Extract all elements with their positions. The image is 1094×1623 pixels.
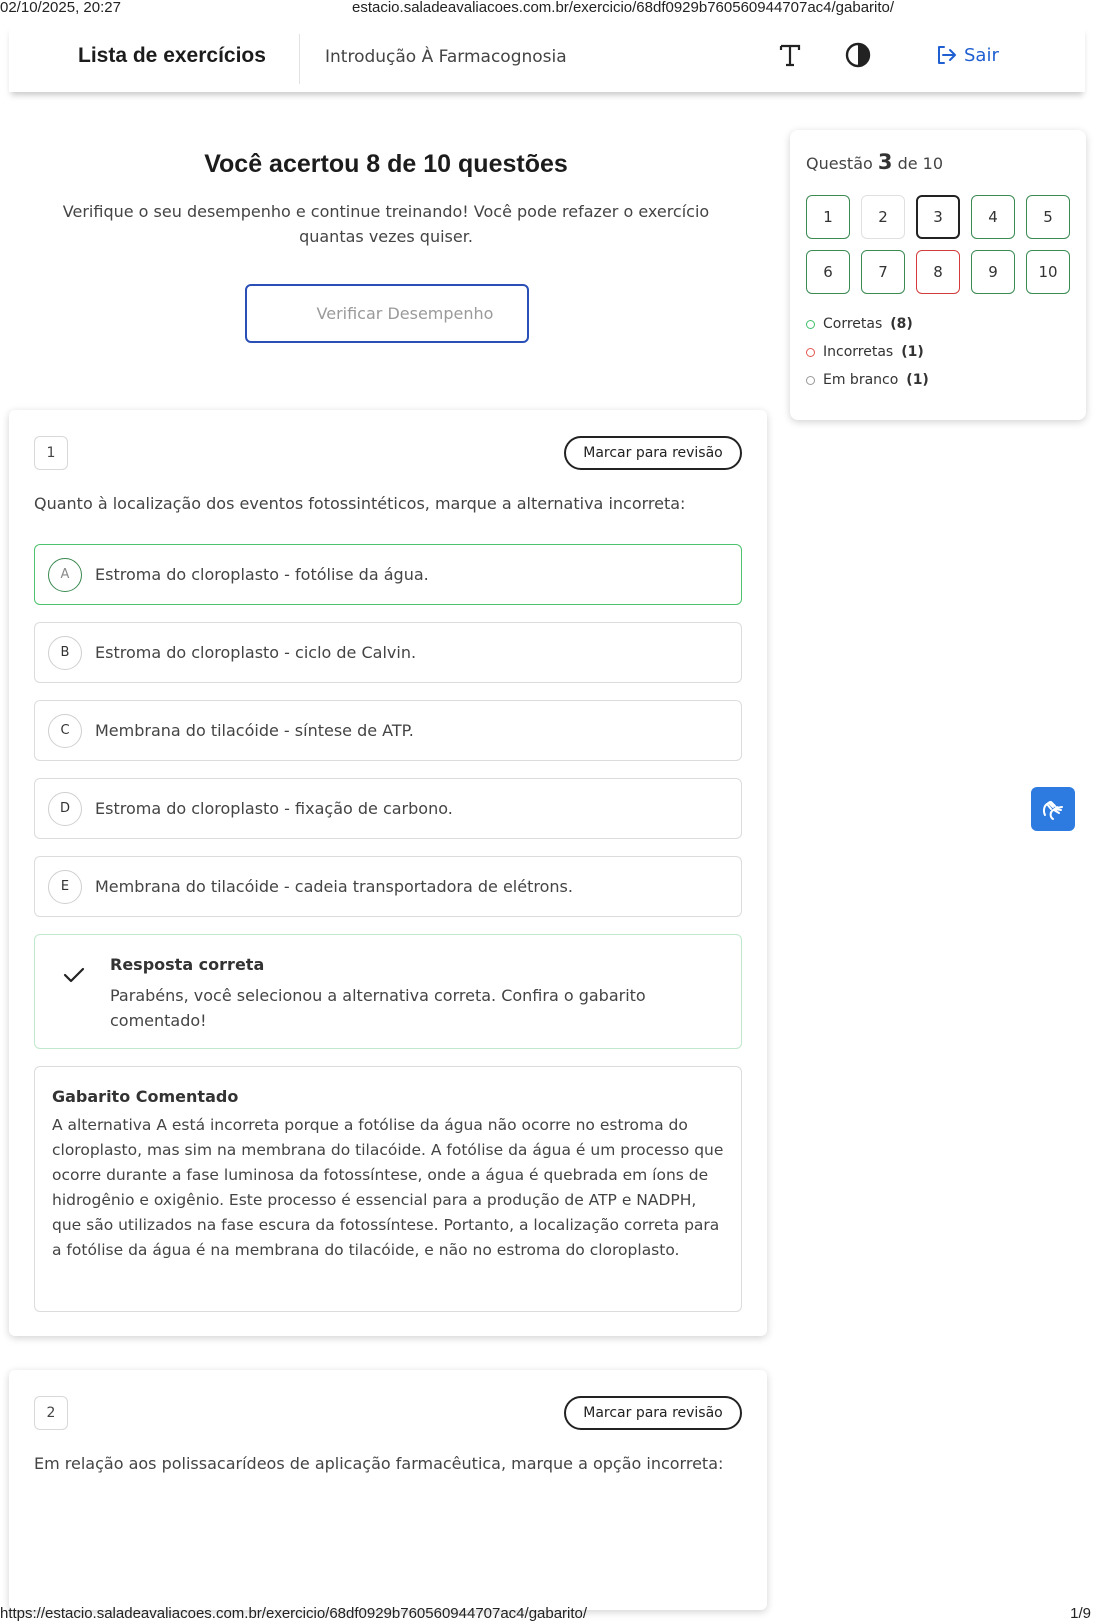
status-dot-icon — [806, 376, 815, 385]
question-nav-2[interactable]: 2 — [861, 195, 905, 239]
legend-count: (1) — [901, 344, 924, 360]
mark-for-review-button[interactable]: Marcar para revisão — [564, 1396, 742, 1430]
option-letter: B — [48, 636, 82, 670]
verify-performance-button[interactable]: Verificar Desempenho — [245, 284, 529, 343]
contrast-icon[interactable] — [843, 40, 873, 70]
question-grid — [806, 195, 1070, 294]
current-question-number: 3 — [877, 150, 893, 174]
legend-item — [806, 366, 929, 394]
app-title: Lista de exercícios — [78, 44, 266, 67]
print-page-counter: 1/9 — [1070, 1605, 1091, 1622]
option-letter: A — [48, 558, 82, 592]
score-heading: Você acertou 8 de 10 questões — [204, 150, 568, 178]
score-subtitle: Verifique o seu desempenho e continue treinando! Você pode refazer o exercício quantas vezes quiser. — [62, 202, 710, 246]
option-e[interactable] — [34, 856, 742, 917]
question-nav-1[interactable]: 1 — [806, 195, 850, 239]
question-nav-5[interactable]: 5 — [1026, 195, 1070, 239]
question-nav-9[interactable]: 9 — [971, 250, 1015, 294]
option-text: Estroma do cloroplasto - fixação de carbono. — [95, 799, 453, 818]
commentary-body: A alternativa A está incorreta porque a fotólise da água não ocorre no estroma do cloroplasto, mas sim na membrana do tilacóide. A fotólise da água é um processo que ocorre durante a fase luminosa da fotossíntese, onde a água é quebrada em íons de hidrogênio e oxigênio. Este processo é essencial para a produção de ATP e NADPH, que são utilizados na fase escura da fotossíntese. Portanto, a localização correta para a fotólise da água é na membrana do tilacóide, e não no estroma do cloroplasto. — [52, 1116, 724, 1259]
question-card — [9, 1370, 767, 1610]
option-text: Estroma do cloroplasto - ciclo de Calvin. — [95, 643, 417, 662]
checkmark-icon — [62, 963, 86, 987]
top-navigation-bar — [9, 26, 1085, 92]
question-status-legend — [806, 310, 929, 394]
answer-commentary — [34, 1066, 742, 1312]
text-size-icon[interactable] — [775, 40, 805, 70]
result-summary — [30, 150, 742, 249]
question-text: Em relação aos polissacarídeos de aplicação farmacêutica, marque a opção incorreta: — [34, 1454, 724, 1473]
legend-label: Incorretas — [823, 344, 894, 360]
feedback-body: Parabéns, você selecionou a alternativa correta. Confira o gabarito comentado! — [110, 986, 646, 1030]
question-text: Quanto à localização dos eventos fotossintéticos, marque a alternativa incorreta: — [34, 494, 686, 513]
print-header — [0, 0, 1094, 16]
option-text: Membrana do tilacóide - síntese de ATP. — [95, 721, 414, 740]
option-a[interactable] — [34, 544, 742, 605]
question-nav-3[interactable]: 3 — [916, 195, 960, 239]
legend-label: Corretas — [823, 316, 883, 332]
legend-count: (8) — [890, 316, 913, 332]
question-number-badge: 2 — [34, 1396, 68, 1430]
print-footer — [0, 1603, 1094, 1623]
option-letter: C — [48, 714, 82, 748]
option-b[interactable] — [34, 622, 742, 683]
question-nav-4[interactable]: 4 — [971, 195, 1015, 239]
question-nav-8[interactable]: 8 — [916, 250, 960, 294]
status-dot-icon — [806, 348, 815, 357]
legend-item — [806, 310, 929, 338]
print-header-url: estacio.saladeavaliacoes.com.br/exercicio/68df0929b760560944707ac4/gabarito/ — [352, 0, 895, 16]
legend-label: Em branco — [823, 372, 899, 388]
option-text: Estroma do cloroplasto - fotólise da água. — [95, 565, 429, 584]
question-number-badge: 1 — [34, 436, 68, 470]
logout-label: Sair — [964, 44, 999, 66]
question-counter: Questão 3 de 10 — [806, 150, 944, 174]
option-c[interactable] — [34, 700, 742, 761]
mark-for-review-button[interactable]: Marcar para revisão — [564, 436, 742, 470]
commentary-title: Gabarito Comentado — [52, 1087, 239, 1106]
course-name: Introdução À Farmacognosia — [325, 47, 567, 67]
question-nav-6[interactable]: 6 — [806, 250, 850, 294]
answer-feedback — [34, 934, 742, 1049]
option-text: Membrana do tilacóide - cadeia transportadora de elétrons. — [95, 877, 573, 896]
header-divider — [299, 34, 300, 84]
legend-count: (1) — [906, 372, 929, 388]
question-navigator — [790, 130, 1086, 420]
sign-language-button[interactable] — [1031, 787, 1075, 831]
question-card — [9, 410, 767, 1336]
option-letter: E — [48, 870, 82, 904]
print-footer-url: https://estacio.saladeavaliacoes.com.br/exercicio/68df0929b760560944707ac4/gabarito/ — [0, 1605, 588, 1622]
sign-language-hands-icon — [1039, 795, 1067, 823]
feedback-title: Resposta correta — [110, 955, 265, 974]
option-letter: D — [48, 792, 82, 826]
question-nav-7[interactable]: 7 — [861, 250, 905, 294]
logout-icon — [934, 43, 958, 67]
legend-item — [806, 338, 929, 366]
status-dot-icon — [806, 320, 815, 329]
print-datetime: 02/10/2025, 20:27 — [0, 0, 121, 16]
question-nav-10[interactable]: 10 — [1026, 250, 1070, 294]
logout-button[interactable] — [934, 43, 999, 67]
option-d[interactable] — [34, 778, 742, 839]
